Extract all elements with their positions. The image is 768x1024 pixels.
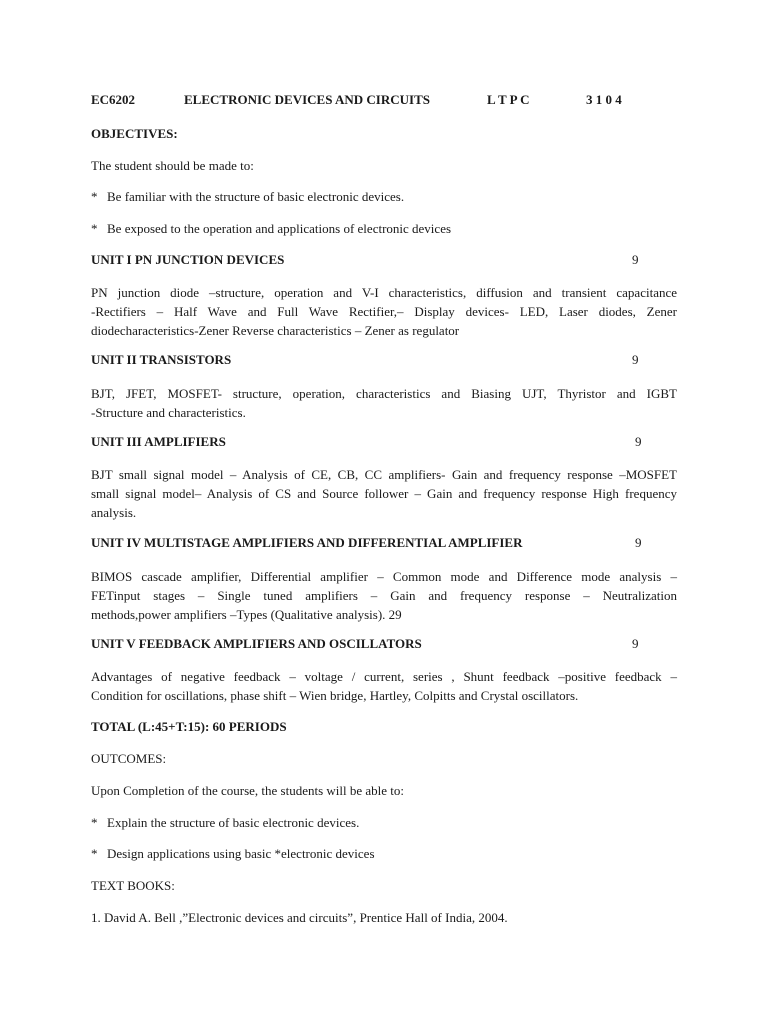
unit-3-line: analysis.	[91, 505, 137, 520]
unit-5-line: Condition for oscillations, phase shift – Wien bridge, Hartley, Colpitts and Crystal oscillators.	[91, 688, 579, 703]
unit-5-hours: 9	[632, 636, 639, 651]
objective-text: Be exposed to the operation and applications of electronic devices	[107, 221, 452, 236]
outcomes-intro: Upon Completion of the course, the students will be able to:	[91, 783, 405, 798]
bullet-icon: *	[91, 846, 98, 861]
unit-5-title: UNIT V FEEDBACK AMPLIFIERS AND OSCILLATORS	[91, 636, 422, 651]
unit-1-title: UNIT I PN JUNCTION DEVICES	[91, 252, 285, 267]
unit-2-hours: 9	[632, 352, 639, 367]
unit-4-body	[91, 567, 677, 624]
unit-4-hours: 9	[635, 535, 642, 550]
unit-2-body	[91, 384, 677, 422]
objective-item	[91, 220, 451, 238]
unit-3-body	[91, 465, 677, 522]
unit-2-title: UNIT II TRANSISTORS	[91, 352, 232, 367]
unit-1-hours: 9	[632, 252, 639, 267]
course-code: EC6202	[91, 92, 136, 107]
unit-3-line: BJT small signal model – Analysis of CE, CB, CC amplifiers- Gain and frequency response –MOSFET	[91, 467, 677, 482]
unit-5-body	[91, 667, 677, 705]
objective-text: Be familiar with the structure of basic electronic devices.	[107, 189, 405, 204]
outcome-text: Explain the structure of basic electronic devices.	[107, 815, 360, 830]
objectives-heading: OBJECTIVES:	[91, 126, 178, 141]
unit-4-line: BIMOS cascade amplifier, Differential amplifier – Common mode and Difference mode analysis –	[91, 569, 677, 584]
unit-3-hours: 9	[635, 434, 642, 449]
unit-1-line: -Rectifiers – Half Wave and Full Wave Rectifier,– Display devices- LED, Laser diodes, Zener	[91, 304, 677, 319]
outcome-item	[91, 814, 359, 832]
total-periods: TOTAL (L:45+T:15): 60 PERIODS	[91, 719, 287, 734]
outcomes-heading: OUTCOMES:	[91, 751, 167, 766]
textbooks-heading: TEXT BOOKS:	[91, 878, 175, 893]
unit-3-line: small signal model– Analysis of CS and Source follower – Gain and frequency response High frequency	[91, 486, 677, 501]
unit-4-title: UNIT IV MULTISTAGE AMPLIFIERS AND DIFFERENTIAL AMPLIFIER	[91, 535, 523, 550]
unit-4-line: methods,power amplifiers –Types (Qualitative analysis). 29	[91, 607, 402, 622]
ltpc-values: 3 1 0 4	[586, 92, 622, 107]
textbook-item: 1. David A. Bell ,”Electronic devices and circuits”, Prentice Hall of India, 2004.	[91, 910, 508, 925]
unit-4-line: FETinput stages – Single tuned amplifiers – Gain and frequency response – Neutralization	[91, 588, 677, 603]
course-header	[0, 92, 768, 110]
bullet-icon: *	[91, 221, 98, 236]
outcome-text: Design applications using basic *electronic devices	[107, 846, 375, 861]
unit-1-body	[91, 283, 677, 340]
bullet-icon: *	[91, 815, 98, 830]
unit-5-line: Advantages of negative feedback – voltage / current, series , Shunt feedback –positive feedback –	[91, 669, 677, 684]
ltpc-label: L T P C	[487, 92, 530, 107]
unit-2-line: -Structure and characteristics.	[91, 405, 246, 420]
unit-1-line: diodecharacteristics-Zener Reverse characteristics – Zener as regulator	[91, 323, 460, 338]
objective-item	[91, 188, 404, 206]
outcome-item	[91, 845, 375, 863]
unit-2-line: BJT, JFET, MOSFET- structure, operation, characteristics and Biasing UJT, Thyristor and IGBT	[91, 386, 677, 401]
unit-1-line: PN junction diode –structure, operation and V-I characteristics, diffusion and transient capacitance	[91, 285, 677, 300]
objectives-intro: The student should be made to:	[91, 158, 254, 173]
unit-3-title: UNIT III AMPLIFIERS	[91, 434, 226, 449]
course-title: ELECTRONIC DEVICES AND CIRCUITS	[184, 92, 430, 107]
bullet-icon: *	[91, 189, 98, 204]
